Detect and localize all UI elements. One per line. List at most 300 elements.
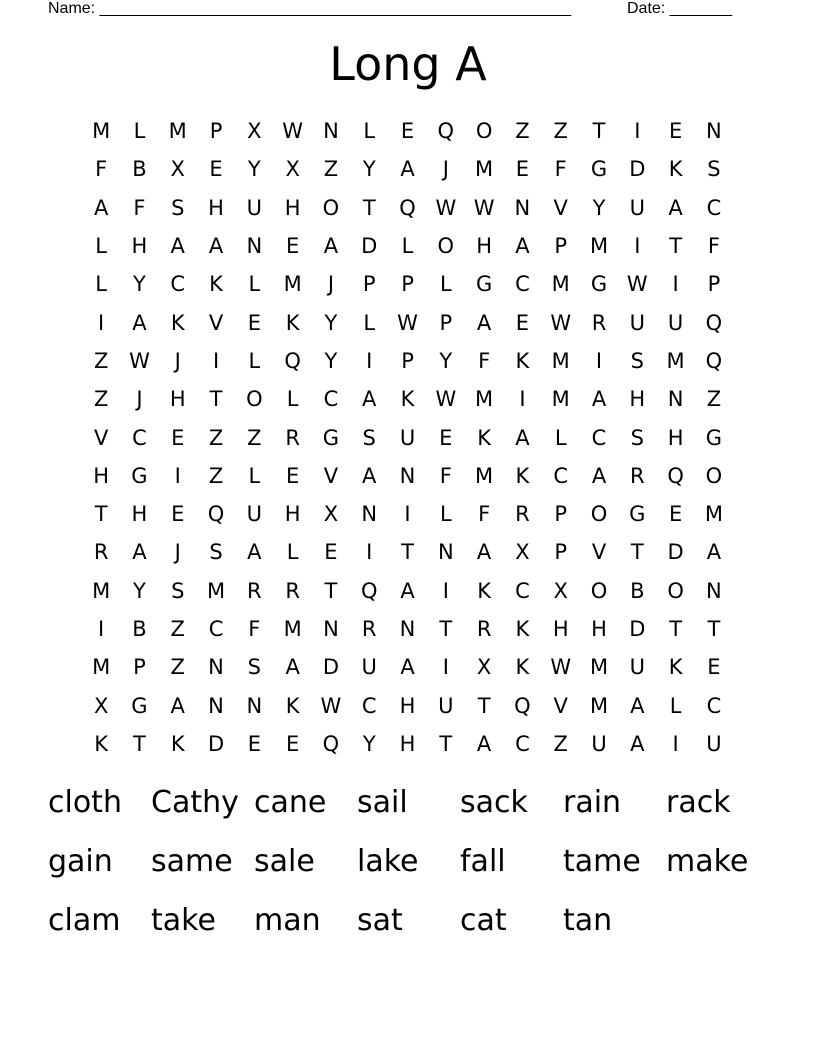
grid-letter: K — [515, 348, 530, 373]
grid-letter: M — [92, 578, 111, 603]
grid-letter: Z — [93, 387, 109, 412]
grid-letter: Q — [322, 731, 340, 756]
grid-letter: O — [246, 387, 263, 412]
grid-letter: M — [92, 119, 111, 144]
word-bank-item: take — [151, 903, 216, 938]
grid-letter: P — [209, 119, 223, 144]
grid-letter: Z — [208, 425, 224, 450]
grid-letter: N — [246, 693, 263, 718]
grid-letter: E — [171, 502, 185, 527]
grid-letter: C — [706, 693, 722, 718]
grid-letter: U — [246, 502, 263, 527]
grid-letter: P — [554, 234, 568, 259]
grid-letter: U — [629, 195, 645, 220]
word-bank-item: tame — [563, 844, 641, 879]
grid-letter: P — [554, 540, 568, 565]
grid-letter: T — [669, 234, 683, 259]
grid-letter: A — [591, 387, 607, 412]
grid-letter: J — [327, 272, 335, 297]
grid-letter: A — [400, 655, 415, 680]
grid-letter: I — [634, 234, 641, 259]
grid-letter: W — [626, 272, 648, 297]
grid-letter: N — [437, 540, 454, 565]
grid-letter: B — [132, 617, 147, 641]
grid-letter: U — [629, 655, 645, 680]
grid-letter: S — [707, 157, 721, 182]
grid-letter: E — [285, 234, 300, 259]
grid-letter: R — [591, 310, 607, 335]
grid-letter: D — [629, 157, 646, 182]
grid-letter: V — [93, 425, 109, 450]
grid-letter: I — [442, 655, 449, 680]
grid-letter: B — [132, 157, 147, 182]
grid-letter: I — [595, 348, 603, 373]
word-bank-item: cloth — [48, 785, 122, 820]
grid-letter: C — [170, 272, 186, 297]
grid-letter: A — [247, 540, 262, 565]
word-bank-item: cat — [460, 903, 507, 938]
grid-letter: U — [361, 655, 377, 680]
grid-letter: U — [591, 731, 607, 756]
grid-letter: Y — [324, 348, 338, 373]
grid-letter: P — [707, 272, 721, 297]
grid-letter: I — [519, 387, 526, 412]
grid-letter: K — [285, 310, 300, 335]
word-bank-item: rack — [666, 785, 731, 820]
grid-letter: I — [672, 731, 679, 756]
grid-letter: A — [93, 195, 109, 220]
grid-letter: F — [248, 617, 261, 641]
grid-letter: W — [435, 387, 457, 412]
grid-letter: M — [475, 387, 494, 412]
grid-letter: H — [93, 463, 110, 488]
grid-letter: Q — [705, 310, 723, 335]
grid-letter: J — [136, 387, 143, 412]
grid-letter: W — [397, 310, 418, 335]
grid-letter: O — [322, 195, 340, 220]
grid-letter: I — [634, 119, 641, 144]
letter-grid — [82, 112, 733, 763]
grid-letter: E — [668, 119, 683, 144]
grid-letter: F — [554, 157, 567, 182]
grid-letter: K — [668, 655, 683, 680]
grid-letter: G — [131, 693, 148, 718]
grid-letter: N — [323, 119, 339, 144]
grid-letter: S — [209, 540, 223, 565]
grid-letter: T — [439, 617, 453, 641]
grid-letter: A — [132, 310, 147, 335]
word-bank-item: man — [254, 903, 321, 938]
grid-letter: M — [283, 617, 302, 641]
grid-letter: Z — [208, 463, 224, 488]
grid-letter: K — [668, 157, 683, 182]
grid-letter: L — [554, 425, 567, 450]
grid-letter: Z — [170, 617, 185, 641]
grid-letter: E — [247, 731, 261, 756]
grid-letter: W — [282, 119, 304, 144]
grid-letter: W — [435, 195, 457, 220]
grid-letter: N — [399, 617, 416, 641]
grid-letter: A — [400, 578, 415, 603]
grid-letter: G — [590, 272, 608, 297]
grid-letter: T — [209, 387, 223, 412]
grid-letter: O — [705, 463, 723, 488]
grid-letter: H — [208, 195, 224, 220]
grid-letter: R — [247, 578, 262, 603]
grid-letter: J — [442, 157, 449, 182]
grid-letter: P — [401, 272, 414, 297]
grid-letter: M — [589, 234, 609, 259]
grid-letter: I — [98, 310, 105, 335]
grid-letter: N — [323, 617, 339, 641]
grid-letter: M — [206, 578, 226, 603]
word-bank-item: rain — [563, 785, 622, 820]
word-bank-item: make — [666, 844, 749, 879]
grid-letter: I — [442, 578, 449, 603]
grid-letter: S — [171, 578, 185, 603]
grid-letter: Q — [284, 348, 301, 373]
grid-letter: K — [170, 731, 185, 756]
grid-letter: H — [629, 387, 646, 412]
word-bank-item: sail — [357, 785, 408, 820]
grid-letter: J — [174, 540, 181, 565]
grid-letter: M — [92, 655, 111, 680]
grid-letter: A — [515, 425, 530, 450]
grid-letter: P — [133, 655, 146, 680]
grid-letter: Y — [592, 195, 606, 220]
grid-letter: L — [439, 272, 452, 297]
grid-letter: A — [668, 195, 683, 220]
grid-letter: A — [285, 655, 300, 680]
grid-letter: L — [95, 234, 107, 259]
grid-letter: Q — [360, 578, 378, 603]
grid-letter: M — [551, 272, 570, 297]
grid-letter: O — [475, 119, 493, 144]
grid-letter: L — [248, 348, 261, 373]
grid-letter: F — [439, 463, 452, 488]
grid-letter: C — [515, 731, 530, 756]
word-bank-item: gain — [48, 844, 113, 879]
grid-letter: I — [212, 348, 220, 373]
grid-letter: E — [171, 425, 185, 450]
grid-letter: Y — [133, 272, 146, 297]
grid-letter: L — [248, 272, 261, 297]
grid-letter: L — [248, 463, 261, 488]
grid-letter: H — [284, 502, 301, 527]
grid-letter: M — [704, 502, 723, 527]
grid-letter: X — [515, 540, 530, 565]
grid-letter: A — [591, 463, 607, 488]
grid-letter: H — [591, 617, 607, 641]
grid-letter: Y — [362, 731, 376, 756]
grid-letter: U — [706, 731, 722, 756]
grid-letter: A — [476, 731, 492, 756]
grid-letter: R — [285, 425, 300, 450]
grid-letter: T — [94, 502, 108, 527]
grid-letter: A — [362, 387, 377, 412]
grid-letter: W — [129, 348, 150, 373]
grid-letter: C — [515, 578, 530, 603]
word-bank-item: lake — [357, 844, 419, 879]
grid-letter: Q — [667, 463, 684, 488]
grid-letter: D — [322, 655, 340, 680]
grid-letter: K — [170, 310, 185, 335]
grid-letter: V — [553, 693, 568, 718]
grid-letter: A — [515, 234, 530, 259]
grid-letter: K — [285, 693, 300, 718]
word-bank — [48, 778, 769, 955]
grid-letter: M — [283, 272, 302, 297]
grid-letter: S — [171, 195, 185, 220]
grid-letter: O — [667, 578, 684, 603]
grid-letter: L — [286, 387, 299, 412]
grid-letter: L — [363, 119, 376, 144]
grid-letter: P — [401, 348, 414, 373]
grid-letter: T — [477, 693, 491, 718]
grid-letter: L — [133, 119, 146, 144]
grid-letter: Z — [93, 348, 109, 373]
grid-letter: Y — [324, 310, 338, 335]
word-bank-item: sale — [254, 844, 315, 879]
grid-letter: O — [590, 502, 608, 527]
grid-letter: W — [320, 693, 342, 718]
grid-letter: I — [672, 272, 679, 297]
grid-letter: Z — [553, 731, 568, 756]
grid-letter: J — [174, 348, 181, 373]
grid-letter: E — [515, 157, 530, 182]
grid-letter: L — [401, 234, 414, 259]
grid-letter: I — [174, 463, 181, 488]
grid-letter: T — [439, 731, 453, 756]
grid-letter: V — [553, 195, 568, 220]
grid-letter: A — [630, 693, 645, 718]
page-title: Long A — [329, 37, 487, 91]
grid-letter: L — [95, 272, 107, 297]
grid-letter: H — [131, 502, 148, 527]
grid-letter: N — [399, 463, 416, 488]
grid-letter: Q — [399, 195, 416, 220]
date-field: Date: _______ — [627, 0, 732, 17]
grid-letter: C — [591, 425, 607, 450]
grid-letter: H — [399, 693, 416, 718]
word-bank-item: Cathy — [151, 785, 239, 820]
grid-letter: U — [667, 310, 684, 335]
grid-letter: X — [285, 157, 300, 182]
grid-letter: I — [98, 617, 105, 641]
grid-letter: Q — [514, 693, 531, 718]
grid-letter: X — [553, 578, 568, 603]
grid-letter: O — [437, 234, 455, 259]
grid-letter: H — [284, 195, 301, 220]
grid-letter: E — [439, 425, 453, 450]
grid-letter: H — [399, 731, 416, 756]
grid-letter: A — [630, 731, 645, 756]
grid-letter: M — [551, 348, 570, 373]
grid-letter: S — [247, 655, 261, 680]
grid-letter: R — [93, 540, 109, 565]
grid-letter: E — [515, 310, 530, 335]
grid-letter: F — [707, 234, 720, 259]
grid-letter: C — [515, 272, 530, 297]
grid-letter: H — [552, 617, 569, 641]
grid-letter: Z — [247, 425, 262, 450]
grid-letter: S — [630, 348, 644, 373]
grid-letter: E — [285, 731, 300, 756]
grid-letter: N — [706, 119, 722, 144]
grid-letter: K — [400, 387, 415, 412]
grid-letter: P — [554, 502, 568, 527]
grid-letter: S — [362, 425, 376, 450]
grid-letter: R — [361, 617, 377, 641]
grid-letter: A — [362, 463, 377, 488]
grid-letter: G — [705, 425, 723, 450]
grid-letter: F — [478, 348, 491, 373]
grid-letter: G — [322, 425, 340, 450]
grid-letter: M — [666, 348, 685, 373]
grid-letter: L — [286, 540, 299, 565]
grid-letter: K — [94, 731, 109, 756]
grid-letter: E — [209, 157, 223, 182]
grid-letter: Z — [553, 119, 568, 144]
grid-letter: K — [209, 272, 223, 297]
grid-letter: Z — [170, 655, 185, 680]
worksheet-header — [0, 0, 816, 20]
grid-letter: G — [590, 157, 608, 182]
word-bank-item: cane — [254, 785, 327, 820]
grid-letter: V — [323, 463, 339, 488]
grid-letter: C — [323, 387, 339, 412]
grid-letter: H — [131, 234, 148, 259]
grid-letter: Q — [437, 119, 455, 144]
grid-letter: E — [400, 119, 415, 144]
grid-letter: E — [247, 310, 261, 335]
grid-letter: M — [551, 387, 570, 412]
word-bank-item: sack — [460, 785, 528, 820]
grid-letter: R — [515, 502, 530, 527]
grid-letter: K — [515, 655, 530, 680]
grid-letter: W — [550, 655, 572, 680]
grid-letter: A — [476, 540, 492, 565]
grid-letter: C — [553, 463, 569, 488]
grid-letter: E — [324, 540, 338, 565]
grid-letter: N — [208, 655, 224, 680]
grid-letter: N — [208, 693, 224, 718]
grid-letter: C — [208, 617, 224, 641]
grid-letter: A — [323, 234, 339, 259]
word-bank-item: sat — [357, 903, 403, 938]
grid-letter: A — [476, 310, 492, 335]
grid-letter: G — [629, 502, 646, 527]
grid-letter: K — [515, 463, 530, 488]
grid-letter: D — [667, 540, 684, 565]
grid-letter: L — [439, 502, 452, 527]
grid-letter: E — [285, 463, 300, 488]
grid-letter: K — [515, 617, 530, 641]
grid-letter: Y — [133, 578, 146, 603]
word-bank-item: clam — [48, 903, 121, 938]
grid-letter: P — [362, 272, 376, 297]
grid-letter: V — [208, 310, 224, 335]
grid-letter: M — [475, 157, 494, 182]
grid-letter: H — [667, 425, 684, 450]
grid-letter: M — [475, 463, 494, 488]
grid-letter: Z — [515, 119, 530, 144]
grid-letter: X — [170, 157, 185, 182]
grid-letter: Q — [705, 348, 723, 373]
grid-letter: U — [629, 310, 645, 335]
grid-letter: X — [93, 693, 109, 718]
grid-letter: U — [438, 693, 454, 718]
grid-letter: N — [706, 578, 722, 603]
grid-letter: N — [246, 234, 263, 259]
grid-letter: F — [95, 157, 108, 182]
grid-letter: A — [132, 540, 147, 565]
grid-letter: E — [668, 502, 683, 527]
grid-letter: E — [707, 655, 721, 680]
grid-letter: V — [591, 540, 607, 565]
grid-letter: T — [669, 617, 683, 641]
grid-letter: C — [361, 693, 377, 718]
grid-letter: A — [400, 157, 415, 182]
grid-letter: K — [477, 578, 491, 603]
grid-letter: T — [401, 540, 414, 565]
grid-letter: Y — [362, 157, 376, 182]
grid-letter: M — [168, 119, 187, 144]
grid-letter: T — [324, 578, 338, 603]
grid-letter: A — [208, 234, 224, 259]
grid-letter: R — [285, 578, 300, 603]
grid-letter: F — [478, 502, 491, 527]
grid-letter: T — [707, 617, 721, 641]
name-field: Name: _____________________________________________________ — [48, 0, 572, 17]
grid-letter: Y — [439, 348, 453, 373]
grid-letter: L — [363, 310, 376, 335]
grid-letter: N — [514, 195, 531, 220]
grid-letter: T — [630, 540, 644, 565]
grid-letter: Y — [247, 157, 261, 182]
grid-letter: C — [132, 425, 147, 450]
grid-letter: T — [362, 195, 376, 220]
grid-letter: S — [630, 425, 644, 450]
word-bank-item: tan — [563, 903, 613, 938]
grid-letter: B — [630, 578, 645, 603]
grid-letter: K — [477, 425, 491, 450]
grid-letter: I — [366, 540, 373, 565]
grid-letter: Z — [323, 157, 339, 182]
grid-letter: A — [170, 693, 185, 718]
grid-letter: G — [475, 272, 493, 297]
grid-letter: W — [473, 195, 495, 220]
grid-letter: G — [131, 463, 148, 488]
grid-letter: M — [589, 655, 609, 680]
grid-letter: Z — [706, 387, 722, 412]
grid-letter: A — [170, 234, 185, 259]
grid-letter: D — [361, 234, 378, 259]
grid-letter: C — [706, 195, 722, 220]
grid-letter: F — [133, 195, 146, 220]
grid-letter: D — [629, 617, 646, 641]
grid-letter: H — [476, 234, 493, 259]
grid-letter: R — [630, 463, 645, 488]
grid-letter: T — [133, 731, 146, 756]
grid-letter: N — [667, 387, 684, 412]
grid-letter: U — [399, 425, 416, 450]
grid-letter: X — [247, 119, 262, 144]
word-bank-item: fall — [460, 844, 506, 879]
grid-letter: N — [361, 502, 378, 527]
grid-letter: X — [476, 655, 492, 680]
grid-letter: P — [439, 310, 453, 335]
